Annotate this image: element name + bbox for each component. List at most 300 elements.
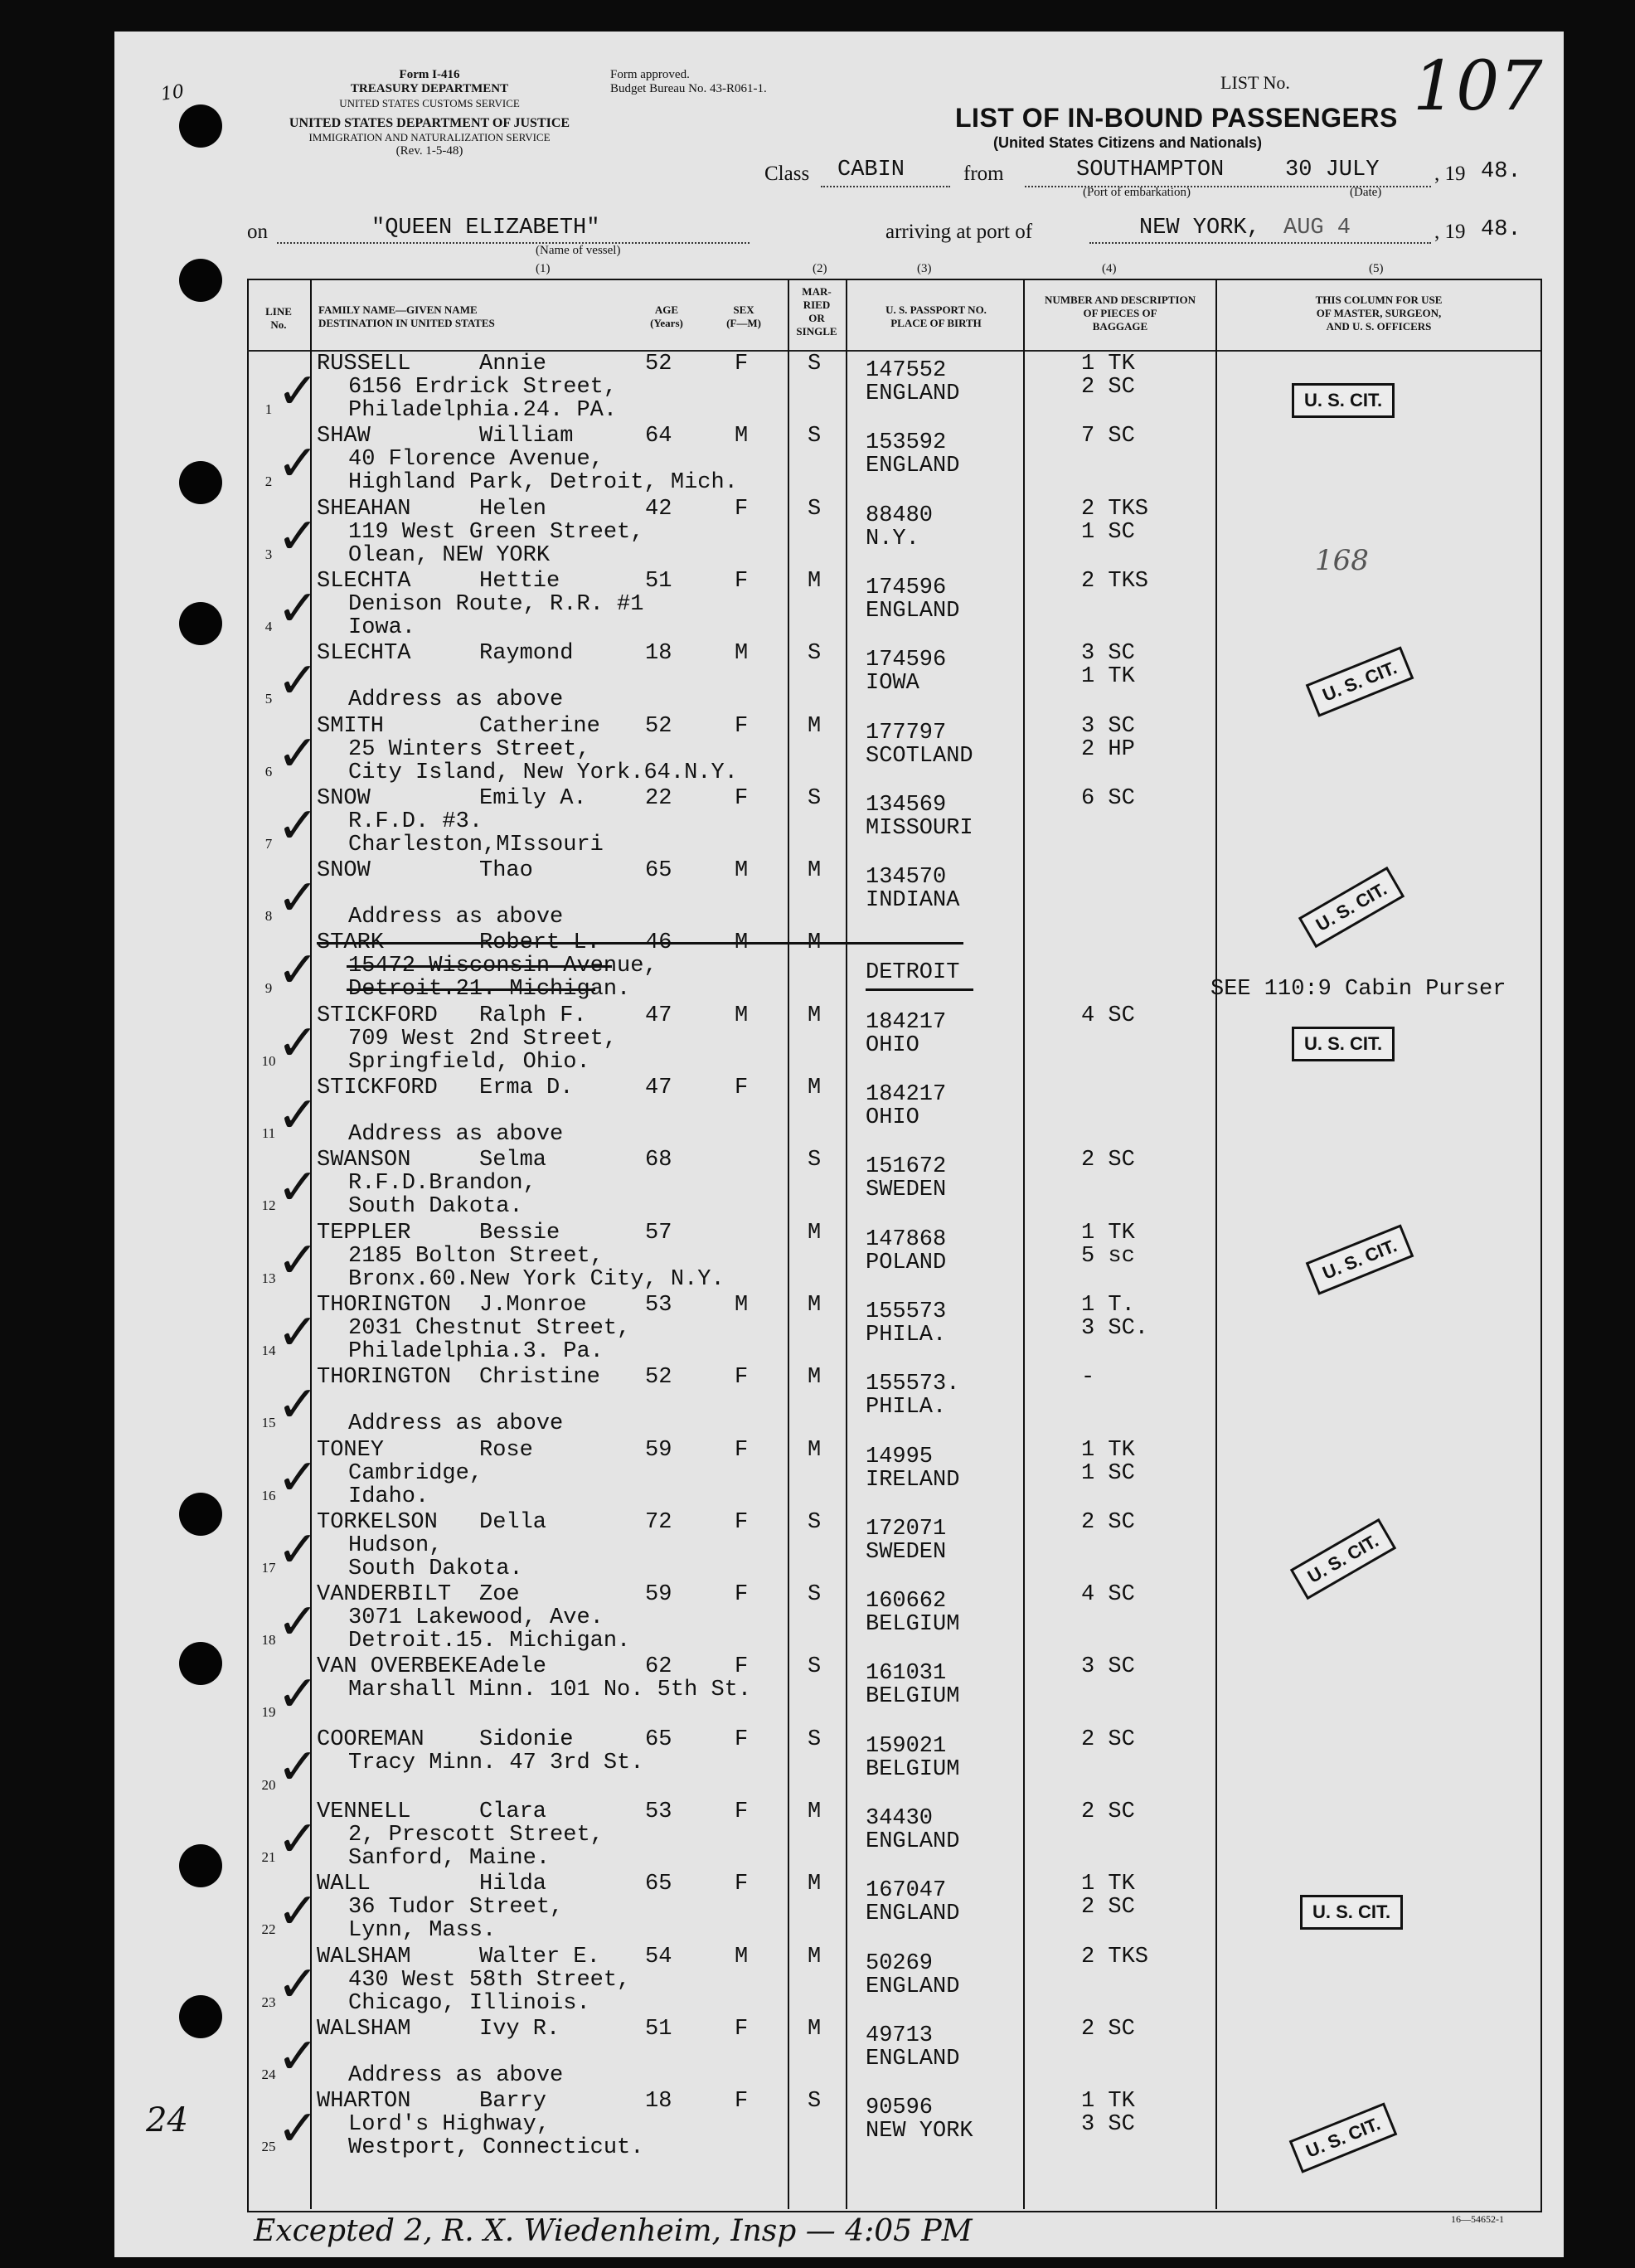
- strike-line: [866, 988, 973, 991]
- check-mark-icon: ✓: [277, 1448, 319, 1507]
- check-mark-icon: ✓: [277, 1158, 319, 1217]
- place-of-birth: PHILA.: [866, 1322, 947, 1348]
- check-mark-icon: ✓: [277, 2027, 319, 2086]
- given-name: Clara: [479, 1799, 547, 1824]
- place-of-birth: PHILA.: [866, 1395, 947, 1421]
- baggage-1: 1 T.: [1081, 1292, 1135, 1318]
- line-number: 23: [261, 1994, 276, 2010]
- given-name: Adele: [479, 1654, 547, 1680]
- place-of-birth: ENGLAND: [866, 1901, 960, 1927]
- place-of-birth: BELGIUM: [866, 1684, 960, 1710]
- col-header-name: FAMILY NAME—GIVEN NAME DESTINATION IN UNITED STATES: [318, 304, 495, 329]
- address-line-2: Detroit.21. Michigan.: [348, 977, 631, 1003]
- family-name: SLECHTA: [317, 641, 411, 667]
- place-of-birth: ENGLAND: [866, 2046, 960, 2071]
- given-name: Hettie: [479, 568, 560, 594]
- address-line-2: Address as above: [348, 1411, 564, 1437]
- marital-status: S: [808, 496, 822, 522]
- col-header-sex: SEX (F—M): [726, 304, 761, 329]
- revision: (Rev. 1-5-48): [395, 144, 463, 158]
- line-number: 12: [261, 1197, 276, 1214]
- passport-number: 155573.: [866, 1372, 960, 1397]
- address-line-1: R.F.D.Brandon,: [348, 1171, 536, 1197]
- line-number: 11: [261, 1125, 276, 1141]
- sex: M: [735, 424, 749, 449]
- table-row: [114, 1074, 1564, 1146]
- place-of-birth: SCOTLAND: [866, 743, 973, 769]
- table-row: [114, 1726, 1564, 1798]
- baggage-1: 4 SC: [1081, 1582, 1135, 1608]
- check-mark-icon: ✓: [277, 1231, 319, 1289]
- address-line-1: Cambridge,: [348, 1460, 483, 1486]
- marital-status: M: [808, 1872, 822, 1897]
- baggage-2: 1 SC: [1081, 1460, 1135, 1486]
- passport-number: 155573: [866, 1299, 947, 1324]
- age: 52: [645, 713, 672, 739]
- passport-number: 14995: [866, 1444, 934, 1469]
- baggage-1: 2 SC: [1081, 1148, 1135, 1173]
- family-name: SHEAHAN: [317, 496, 411, 522]
- marital-status: S: [808, 1148, 822, 1173]
- given-name: Robert L.: [479, 930, 600, 956]
- vessel-name: "QUEEN ELIZABETH": [371, 216, 600, 240]
- family-name: SHAW: [317, 424, 371, 449]
- age: 22: [645, 785, 672, 811]
- margin-note: 10: [159, 81, 186, 105]
- passport-number: 147552: [866, 358, 947, 383]
- family-name: TONEY: [317, 1437, 385, 1463]
- family-name: SMITH: [317, 713, 385, 739]
- check-mark-icon: ✓: [277, 2100, 319, 2159]
- place-of-birth: SWEDEN: [866, 1539, 947, 1565]
- marital-status: S: [808, 641, 822, 667]
- sex: F: [735, 1582, 749, 1608]
- sex: M: [735, 641, 749, 667]
- check-mark-icon: ✓: [277, 724, 319, 783]
- given-name: Bessie: [479, 1220, 560, 1246]
- customs-service: UNITED STATES CUSTOMS SERVICE: [339, 97, 520, 109]
- given-name: Raymond: [479, 641, 574, 667]
- table-row: [114, 2015, 1564, 2087]
- table-row: [114, 350, 1564, 422]
- check-mark-icon: ✓: [277, 1013, 319, 1072]
- place-of-birth: INDIANA: [866, 888, 960, 914]
- address-line-2: Springfield, Ohio.: [348, 1049, 590, 1075]
- line-number: 7: [264, 835, 273, 852]
- baggage-1: 1 TK: [1081, 1220, 1135, 1246]
- marital-status: S: [808, 1654, 822, 1680]
- age: 65: [645, 1726, 672, 1752]
- table-row: [114, 1146, 1564, 1218]
- footer-signature: Excepted 2, R. X. Wiedenheim, Insp — 4:05 PM: [254, 2214, 973, 2248]
- marital-status: M: [808, 1799, 822, 1824]
- family-name: SNOW: [317, 785, 371, 811]
- officer-note: 168: [1315, 544, 1369, 577]
- baggage-1: 6 SC: [1081, 785, 1135, 811]
- table-row: [114, 1943, 1564, 2015]
- table-row: [114, 1002, 1564, 1074]
- marital-status: S: [808, 424, 822, 449]
- address-line-1: 2185 Bolton Street,: [348, 1243, 604, 1269]
- check-mark-icon: ✓: [277, 579, 319, 638]
- departure-date: 30 JULY: [1285, 158, 1380, 182]
- form-approved: Form approved.: [610, 68, 690, 81]
- check-mark-icon: ✓: [277, 652, 319, 711]
- sex: F: [735, 352, 749, 376]
- col-number-2: (2): [813, 262, 827, 275]
- check-mark-icon: ✓: [277, 507, 319, 566]
- marital-status: M: [808, 1437, 822, 1463]
- table-row: [114, 1291, 1564, 1363]
- address-line-2: Lynn, Mass.: [348, 1918, 497, 1944]
- baggage-1: -: [1081, 1365, 1095, 1391]
- justice-dept: UNITED STATES DEPARTMENT OF JUSTICE: [289, 116, 570, 130]
- age: 59: [645, 1437, 672, 1463]
- sex: M: [735, 1292, 749, 1318]
- col-header-officers: THIS COLUMN FOR USE OF MASTER, SURGEON, AND U. S. OFFICERS: [1315, 294, 1443, 333]
- given-name: Catherine: [479, 713, 600, 739]
- col-header-age: AGE (Years): [650, 304, 683, 329]
- table-row: [114, 712, 1564, 784]
- sex: F: [735, 1509, 749, 1535]
- passport-number: 172071: [866, 1516, 947, 1542]
- age: 52: [645, 1365, 672, 1391]
- family-name: WALSHAM: [317, 2016, 411, 2042]
- left-total: 24: [146, 2101, 188, 2139]
- baggage-1: 1 TK: [1081, 1872, 1135, 1897]
- place-of-birth: ENGLAND: [866, 1829, 960, 1854]
- passport-number: 147868: [866, 1226, 947, 1252]
- place-of-birth: OHIO: [866, 1105, 919, 1130]
- age: 18: [645, 641, 672, 667]
- budget-bureau: Budget Bureau No. 43-R061-1.: [610, 82, 767, 95]
- manifest-page: [114, 32, 1564, 2257]
- class-value: CABIN: [837, 158, 905, 182]
- date-caption: (Date): [1350, 186, 1382, 199]
- place-of-birth: SWEDEN: [866, 1178, 947, 1203]
- age: 54: [645, 1944, 672, 1969]
- age: 65: [645, 858, 672, 884]
- table-row: [114, 1219, 1564, 1291]
- line-number: 8: [264, 908, 273, 925]
- table-row: [114, 1798, 1564, 1870]
- us-citizen-stamp: U. S. CIT.: [1292, 383, 1395, 418]
- given-name: Emily A.: [479, 785, 587, 811]
- age: 46: [645, 930, 672, 956]
- given-name: Barry: [479, 2089, 547, 2115]
- sex: F: [735, 1726, 749, 1752]
- passport-number: 34430: [866, 1806, 934, 1831]
- family-name: SWANSON: [317, 1148, 411, 1173]
- check-mark-icon: ✓: [277, 1810, 319, 1868]
- baggage-1: 1 TK: [1081, 1437, 1135, 1463]
- family-name: STICKFORD: [317, 1003, 438, 1028]
- marital-status: M: [808, 1292, 822, 1318]
- marital-status: M: [808, 713, 822, 739]
- baggage-2: 3 SC: [1081, 2112, 1135, 2138]
- marital-status: M: [808, 1003, 822, 1028]
- passport-number: 49713: [866, 2023, 934, 2048]
- us-citizen-stamp: U. S. CIT.: [1290, 1518, 1396, 1600]
- baggage-1: 7 SC: [1081, 424, 1135, 449]
- marital-status: S: [808, 352, 822, 376]
- passport-number: 161031: [866, 1661, 947, 1687]
- address-line-1: Lord's Highway,: [348, 2112, 551, 2138]
- baggage-1: 2 TKS: [1081, 496, 1149, 522]
- place-of-birth: POLAND: [866, 1250, 947, 1275]
- ins-service: IMMIGRATION AND NATURALIZATION SERVICE: [308, 131, 551, 143]
- given-name: Sidonie: [479, 1726, 574, 1752]
- marital-status: M: [808, 858, 822, 884]
- check-mark-icon: ✓: [277, 1520, 319, 1579]
- baggage-2: 3 SC.: [1081, 1315, 1149, 1341]
- family-name: VAN OVERBEKE: [317, 1654, 478, 1680]
- table-row: [114, 567, 1564, 639]
- family-name: SLECHTA: [317, 568, 411, 594]
- check-mark-icon: ✓: [277, 1665, 319, 1724]
- passport-number: 177797: [866, 720, 947, 745]
- sex: F: [735, 785, 749, 811]
- family-name: WHARTON: [317, 2089, 411, 2115]
- vessel-line: [277, 242, 750, 244]
- check-mark-icon: ✓: [277, 435, 319, 493]
- address-line-1: 25 Winters Street,: [348, 736, 590, 762]
- sex: M: [735, 858, 749, 884]
- line-number: 4: [264, 618, 273, 634]
- marital-status: S: [808, 1582, 822, 1608]
- us-citizen-stamp: U. S. CIT.: [1300, 1895, 1403, 1930]
- family-name: TORKELSON: [317, 1509, 438, 1535]
- address-line-2: South Dakota.: [348, 1556, 523, 1581]
- marital-status: M: [808, 1076, 822, 1100]
- sex: F: [735, 2089, 749, 2115]
- col-header-married: MAR- RIED OR SINGLE: [796, 285, 837, 338]
- year2: 48.: [1481, 217, 1521, 242]
- address-line-2: Address as above: [348, 1122, 564, 1147]
- treasury-dept: TREASURY DEPARTMENT: [350, 82, 509, 95]
- from-label: from: [963, 163, 1004, 185]
- check-mark-icon: ✓: [277, 941, 319, 1000]
- list-no-label: LIST No.: [1220, 72, 1290, 93]
- check-mark-icon: ✓: [277, 1303, 319, 1362]
- sex: F: [735, 496, 749, 522]
- baggage-2: 2 SC: [1081, 1895, 1135, 1921]
- place-of-birth: ENGLAND: [866, 381, 960, 406]
- baggage-2: 1 SC: [1081, 519, 1135, 545]
- family-name: STICKFORD: [317, 1076, 438, 1100]
- baggage-1: 2 TKS: [1081, 1944, 1149, 1969]
- baggage-1: 1 TK: [1081, 352, 1135, 376]
- sex: M: [735, 1944, 749, 1969]
- sex: F: [735, 1076, 749, 1100]
- address-line-2: Bronx.60.New York City, N.Y.: [348, 1266, 725, 1292]
- check-mark-icon: ✓: [277, 1737, 319, 1796]
- sex: F: [735, 2016, 749, 2042]
- check-mark-icon: ✓: [277, 1882, 319, 1941]
- baggage-1: 2 SC: [1081, 1726, 1135, 1752]
- year2-prefix: , 19: [1434, 221, 1466, 243]
- passport-number: 174596: [866, 648, 947, 673]
- address-line-1: 6156 Erdrick Street,: [348, 375, 618, 400]
- us-citizen-stamp: U. S. CIT.: [1306, 646, 1414, 716]
- us-citizen-stamp: U. S. CIT.: [1292, 1027, 1395, 1061]
- line-number: 6: [264, 763, 273, 779]
- class-line: [821, 186, 950, 187]
- line-number: 24: [261, 2066, 276, 2082]
- baggage-2: 2 HP: [1081, 736, 1135, 762]
- passport-number: 160662: [866, 1589, 947, 1615]
- address-line-1: 2, Prescott Street,: [348, 1823, 604, 1848]
- marital-status: M: [808, 930, 822, 956]
- age: 42: [645, 496, 672, 522]
- year1: 48.: [1481, 159, 1521, 184]
- family-name: RUSSELL: [317, 352, 411, 376]
- place-of-birth: BELGIUM: [866, 1612, 960, 1638]
- check-mark-icon: ✓: [277, 1086, 319, 1144]
- address-line-2: Olean, NEW YORK: [348, 542, 551, 568]
- passport-number: 153592: [866, 430, 947, 456]
- sex: F: [735, 568, 749, 594]
- address-line-1: Hudson,: [348, 1532, 443, 1558]
- punch-hole: [179, 104, 222, 148]
- us-citizen-stamp: U. S. CIT.: [1298, 867, 1405, 948]
- baggage-2: 5 sc: [1081, 1243, 1135, 1269]
- address-line-2: Philadelphia.3. Pa.: [348, 1338, 604, 1364]
- table-row: [114, 422, 1564, 494]
- col-header-line: LINE No.: [265, 305, 292, 331]
- sex: M: [735, 930, 749, 956]
- marital-status: M: [808, 2016, 822, 2042]
- strike-line: [317, 942, 963, 945]
- marital-status: S: [808, 785, 822, 811]
- us-citizen-stamp: U. S. CIT.: [1289, 2102, 1398, 2173]
- given-name: Erma D.: [479, 1076, 574, 1100]
- age: 65: [645, 1872, 672, 1897]
- passport-number: 90596: [866, 2096, 934, 2121]
- sex: F: [735, 1437, 749, 1463]
- address-line-2: Highland Park, Detroit, Mich.: [348, 470, 738, 496]
- purser-note: SEE 110:9 Cabin Purser: [1210, 977, 1506, 1003]
- marital-status: M: [808, 1944, 822, 1969]
- passport-number: 167047: [866, 1878, 947, 1904]
- passport-number: 151672: [866, 1154, 947, 1180]
- baggage-1: 4 SC: [1081, 1003, 1135, 1028]
- date-line: [1234, 186, 1431, 187]
- address-line-2: Idaho.: [348, 1484, 429, 1509]
- baggage-2: 2 SC: [1081, 375, 1135, 400]
- baggage-1: 1 TK: [1081, 2089, 1135, 2115]
- baggage-1: 3 SC: [1081, 713, 1135, 739]
- passport-number: 88480: [866, 503, 934, 528]
- family-name: VANDERBILT: [317, 1582, 452, 1608]
- col-header-baggage: NUMBER AND DESCRIPTION OF PIECES OF BAGGAGE: [1044, 294, 1196, 333]
- address-line-1: 36 Tudor Street,: [348, 1895, 564, 1921]
- table-row: [114, 1436, 1564, 1508]
- passport-number: 134569: [866, 792, 947, 818]
- arriving-label: arriving at port of: [885, 221, 1033, 243]
- arrival-line: [1089, 242, 1431, 244]
- table-row: [114, 1581, 1564, 1653]
- line-number: 22: [261, 1921, 276, 1938]
- line-number: 2: [264, 474, 273, 490]
- family-name: VENNELL: [317, 1799, 411, 1824]
- age: 53: [645, 1799, 672, 1824]
- address-line-1: R.F.D. #3.: [348, 809, 483, 834]
- list-number: 107: [1413, 47, 1543, 126]
- given-name: Della: [479, 1509, 547, 1535]
- family-name: WALL: [317, 1872, 371, 1897]
- col-number-4: (4): [1102, 262, 1117, 275]
- passport-number: 50269: [866, 1950, 934, 1976]
- given-name: Helen: [479, 496, 547, 522]
- check-mark-icon: ✓: [277, 1955, 319, 2013]
- line-number: 14: [261, 1342, 276, 1358]
- table-row: [114, 2087, 1564, 2162]
- marital-status: S: [808, 1509, 822, 1535]
- address-line-1: 709 West 2nd Street,: [348, 1026, 618, 1051]
- address-line-1: Marshall Minn. 101 No. 5th St.: [348, 1678, 752, 1703]
- age: 72: [645, 1509, 672, 1535]
- age: 51: [645, 2016, 672, 2042]
- line-number: 13: [261, 1270, 276, 1286]
- place-of-birth: DETROIT: [866, 960, 960, 986]
- age: 68: [645, 1148, 672, 1173]
- age: 57: [645, 1220, 672, 1246]
- address-line-2: City Island, New York.64.N.Y.: [348, 760, 738, 785]
- family-name: WALSHAM: [317, 1944, 411, 1969]
- address-line-1: 3071 Lakewood, Ave.: [348, 1605, 604, 1631]
- address-line-2: Charleston,MIssouri: [348, 832, 604, 857]
- year1-prefix: , 19: [1434, 163, 1466, 185]
- line-number: 10: [261, 1052, 276, 1069]
- age: 51: [645, 568, 672, 594]
- arrival-port: NEW YORK,: [1139, 216, 1260, 240]
- family-name: THORINGTON: [317, 1365, 452, 1391]
- place-of-birth: MISSOURI: [866, 815, 973, 841]
- table-row: [114, 1508, 1564, 1587]
- col-number-3: (3): [917, 262, 932, 275]
- passport-number: 174596: [866, 575, 947, 600]
- page-title: LIST OF IN-BOUND PASSENGERS: [955, 103, 1398, 133]
- age: 64: [645, 424, 672, 449]
- given-name: William: [479, 424, 574, 449]
- sex: F: [735, 1872, 749, 1897]
- family-name: THORINGTON: [317, 1292, 452, 1318]
- address-line-2: Westport, Connecticut.: [348, 2135, 644, 2161]
- age: 62: [645, 1654, 672, 1680]
- address-line-1: 2031 Chestnut Street,: [348, 1315, 631, 1341]
- place-of-birth: BELGIUM: [866, 1756, 960, 1782]
- table-row: [114, 929, 1564, 1001]
- marital-status: S: [808, 1726, 822, 1752]
- check-mark-icon: ✓: [277, 796, 319, 855]
- given-name: Zoe: [479, 1582, 520, 1608]
- family-name: COOREMAN: [317, 1726, 425, 1752]
- strike-line: [347, 988, 595, 991]
- sex: F: [735, 1799, 749, 1824]
- marital-status: S: [808, 2089, 822, 2115]
- line-number: 20: [261, 1776, 276, 1793]
- baggage-1: 2 SC: [1081, 1799, 1135, 1824]
- marital-status: M: [808, 1365, 822, 1391]
- place-of-birth: NEW YORK: [866, 2119, 973, 2144]
- punch-hole: [179, 259, 222, 302]
- embarkation-port: SOUTHAMPTON: [1076, 158, 1225, 182]
- line-number: 18: [261, 1632, 276, 1649]
- given-name: Hilda: [479, 1872, 547, 1897]
- family-name: TEPPLER: [317, 1220, 411, 1246]
- age: 47: [645, 1076, 672, 1100]
